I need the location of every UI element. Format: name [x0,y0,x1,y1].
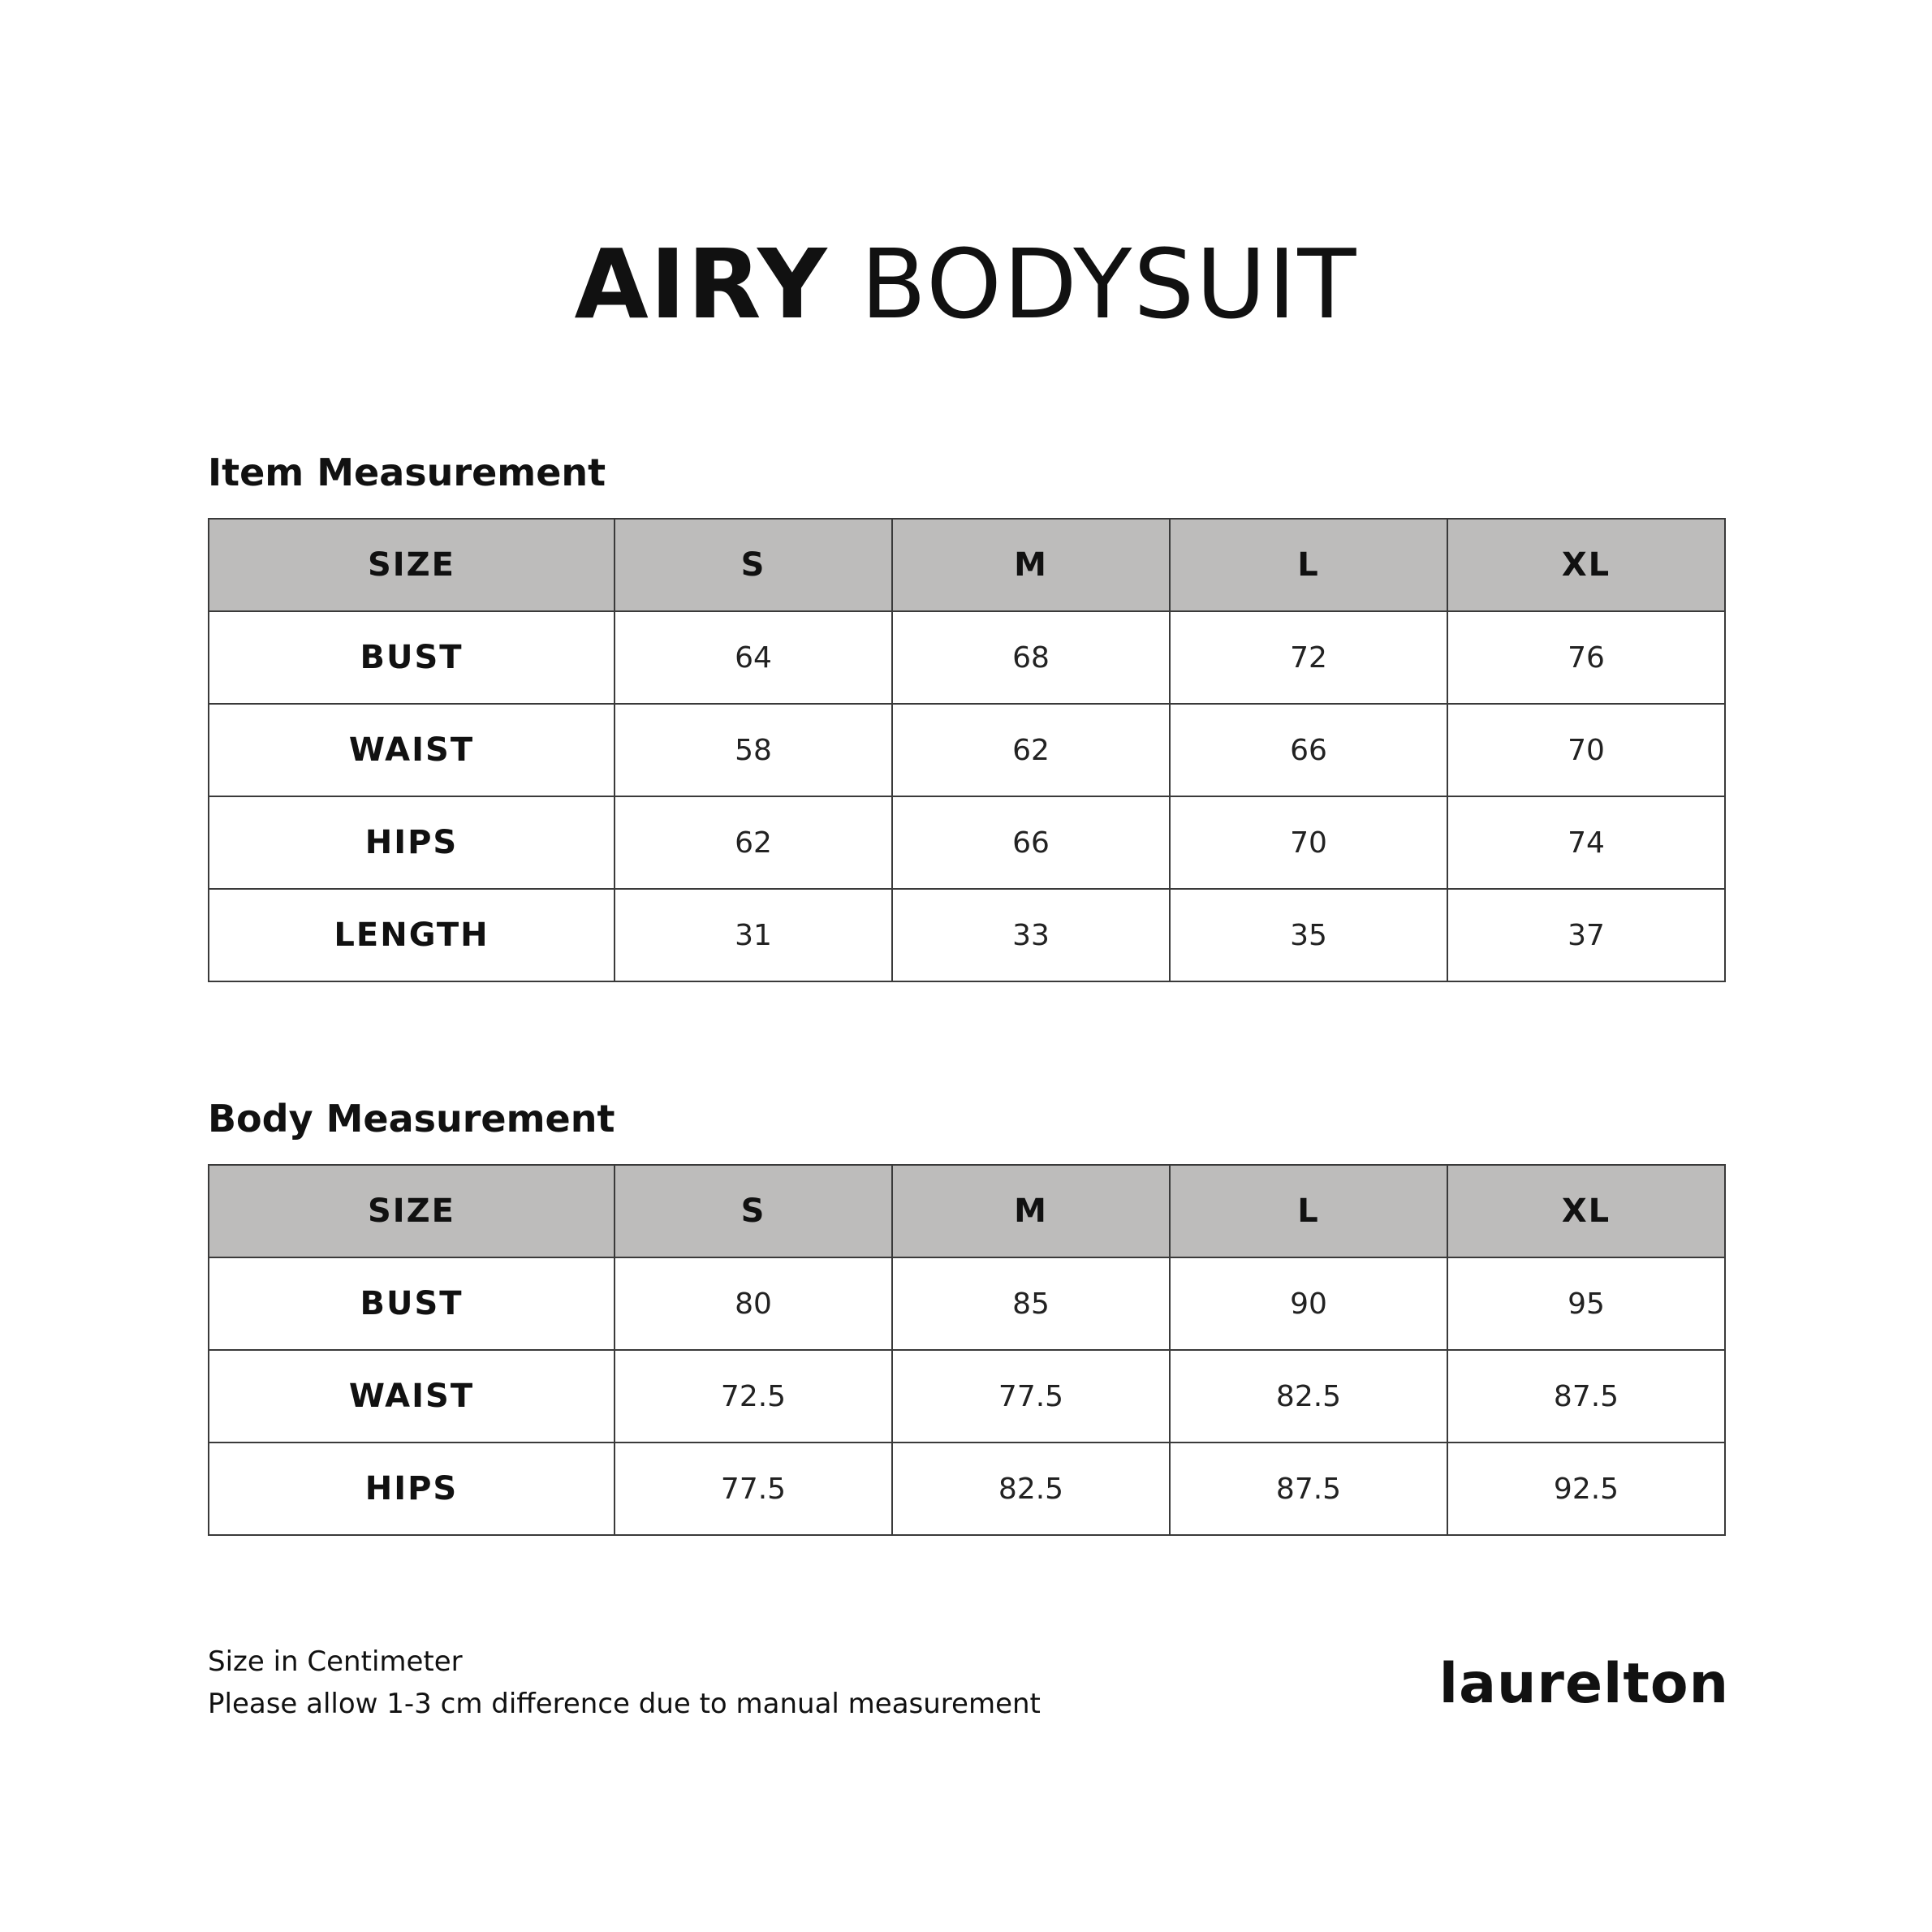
table-cell: 90 [1170,1257,1447,1350]
table-cell: 64 [615,611,892,704]
row-label-bust: BUST [209,611,615,704]
table-header-row [209,1165,1725,1257]
table-cell: 95 [1447,1257,1725,1350]
table-cell: 82.5 [1170,1350,1447,1443]
column-header-m: M [892,519,1170,611]
table-cell: 31 [615,889,892,981]
table-cell: 37 [1447,889,1725,981]
body-measurement-table [208,1164,1726,1536]
table-cell: 62 [615,796,892,889]
table-cell: 33 [892,889,1170,981]
table-cell: 80 [615,1257,892,1350]
table-cell: 82.5 [892,1443,1170,1535]
table-row [209,1443,1725,1535]
table-row [209,889,1725,981]
table-cell: 66 [892,796,1170,889]
table-cell: 87.5 [1170,1443,1447,1535]
row-label-waist: WAIST [209,1350,615,1443]
table-cell: 92.5 [1447,1443,1725,1535]
column-header-l: L [1170,1165,1447,1257]
table-header-row [209,519,1725,611]
page-title [0,227,1932,341]
brand-logo: laurelton [1438,1652,1729,1716]
column-header-m: M [892,1165,1170,1257]
table-cell: 58 [615,704,892,796]
title-product-name: AIRY [574,228,829,340]
table-cell: 85 [892,1257,1170,1350]
row-label-hips: HIPS [209,1443,615,1535]
table-row [209,611,1725,704]
table-cell: 68 [892,611,1170,704]
table-cell: 87.5 [1447,1350,1725,1443]
row-label-bust: BUST [209,1257,615,1350]
table-cell: 77.5 [892,1350,1170,1443]
column-header-xl: XL [1447,1165,1725,1257]
table-row [209,1257,1725,1350]
units-note: Size in Centimeter [208,1645,463,1678]
table-cell: 70 [1447,704,1725,796]
tolerance-note: Please allow 1-3 cm difference due to manual measurement [208,1688,1041,1720]
table-cell: 74 [1447,796,1725,889]
table-row [209,796,1725,889]
item-measurement-heading: Item Measurement [208,451,606,494]
table-cell: 72 [1170,611,1447,704]
column-header-s: S [615,519,892,611]
column-header-l: L [1170,519,1447,611]
table-cell: 66 [1170,704,1447,796]
table-row [209,704,1725,796]
body-measurement-heading: Body Measurement [208,1097,615,1141]
table-cell: 76 [1447,611,1725,704]
column-header-size: SIZE [209,1165,615,1257]
table-cell: 35 [1170,889,1447,981]
table-cell: 72.5 [615,1350,892,1443]
column-header-s: S [615,1165,892,1257]
table-cell: 70 [1170,796,1447,889]
table-cell: 62 [892,704,1170,796]
row-label-length: LENGTH [209,889,615,981]
row-label-waist: WAIST [209,704,615,796]
table-cell: 77.5 [615,1443,892,1535]
column-header-size: SIZE [209,519,615,611]
title-product-type: BODYSUIT [860,228,1358,340]
row-label-hips: HIPS [209,796,615,889]
item-measurement-table [208,518,1726,982]
column-header-xl: XL [1447,519,1725,611]
table-row [209,1350,1725,1443]
